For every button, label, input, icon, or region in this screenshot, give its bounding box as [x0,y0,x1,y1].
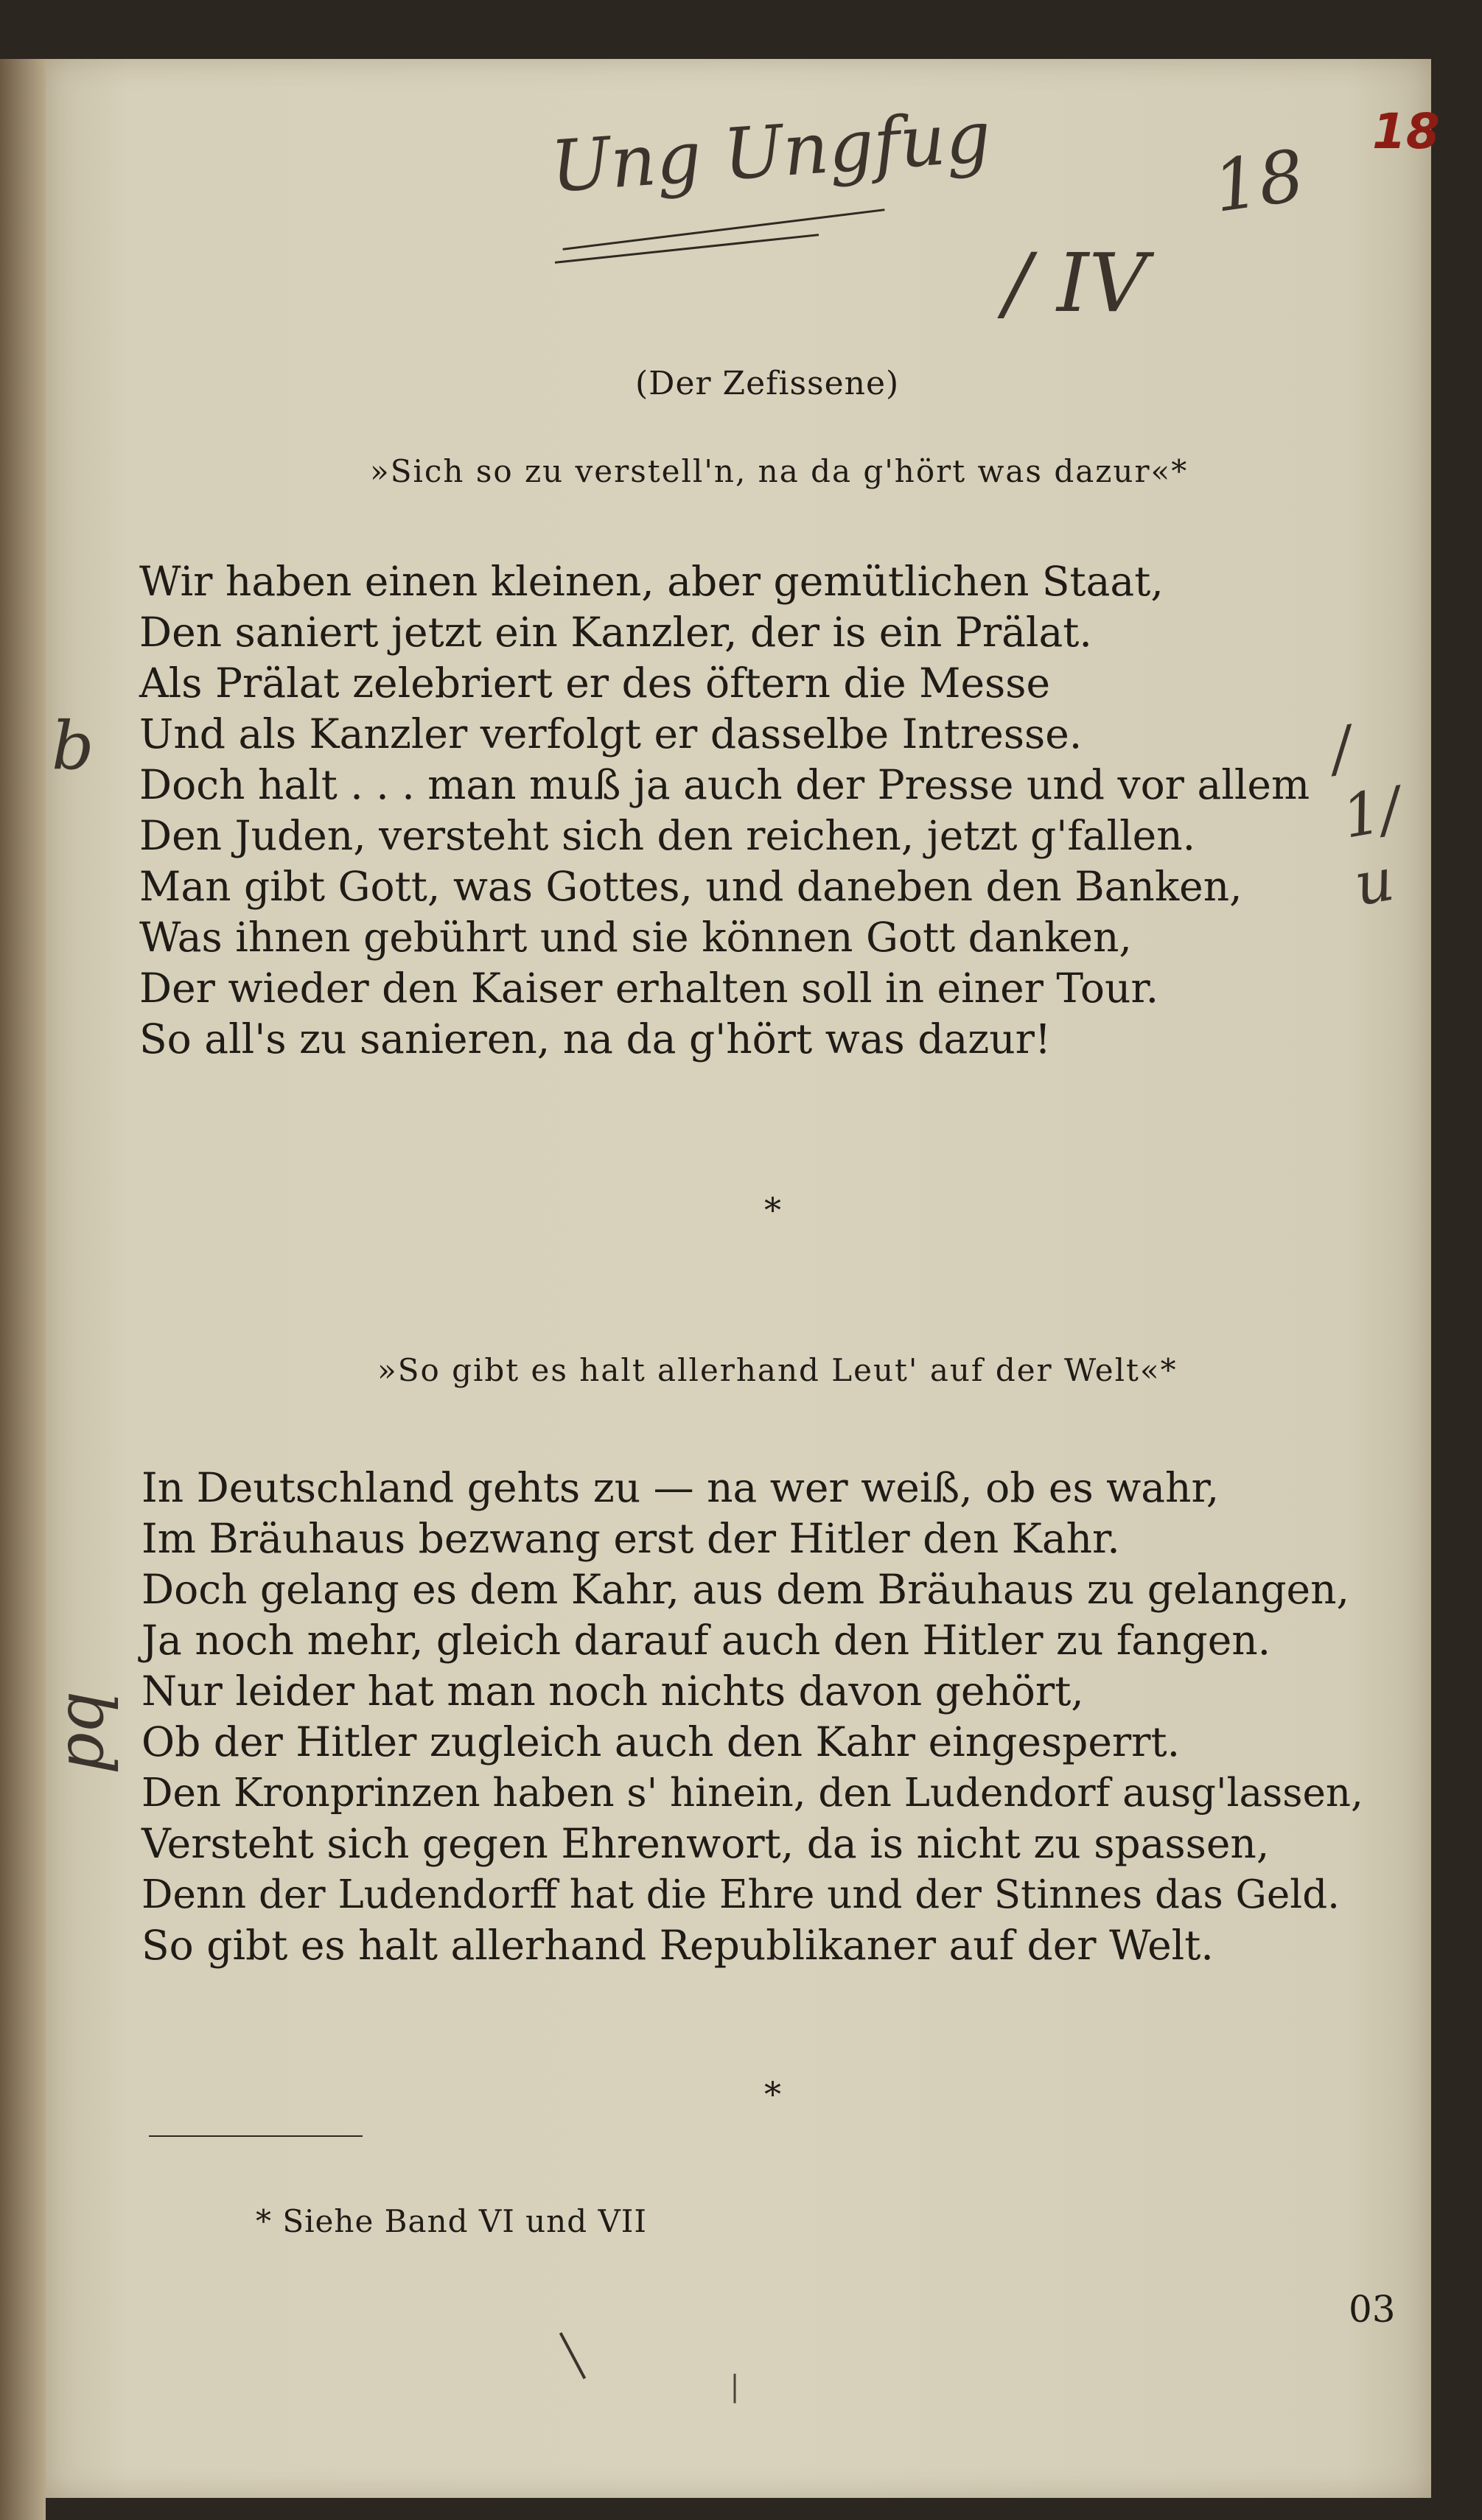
poem-line: Und als Kanzler verfolgt er dasselbe Intresse. [139,710,1083,757]
section-separator: * [764,2074,781,2114]
note-underline-2 [555,234,819,264]
poem-line: Im Bräuhaus bezwang erst der Hitler den Kahr. [141,1515,1120,1562]
book-binding-edge [0,59,46,2520]
top-handwritten-note: Ung Ungfug [548,95,993,209]
poem-line: Den Juden, versteht sich den reichen, jetzt g'fallen. [139,812,1196,859]
poem-line: Den Kronprinzen haben s' hinein, den Ludendorf ausg'lassen, [141,1771,1363,1816]
poem-line: Versteht sich gegen Ehrenwort, da is nicht zu spassen, [141,1820,1270,1867]
left-margin-mark-top: b [52,707,94,785]
poem-line: So gibt es halt allerhand Republikaner auf der Welt. [141,1922,1214,1969]
section1-epigraph: »Sich so zu verstell'n, na da g'hört was dazur«* [370,453,1189,489]
left-margin-mark-bottom: bd [52,1691,129,1774]
poem-line: Denn der Ludendorff hat die Ehre und der Stinnes das Geld. [141,1872,1340,1917]
poem-line: In Deutschland gehts zu — na wer weiß, ob es wahr, [141,1464,1220,1511]
pencil-page-number: 18 [1208,134,1310,228]
poem-line: So all's zu sanieren, na da g'hört was dazur! [139,1015,1052,1063]
poem-line: Doch halt . . . man muß ja auch der Presse und vor allem [139,761,1310,808]
poem-line: Nur leider hat man noch nichts davon gehört, [141,1667,1084,1715]
book-page [46,59,1440,2498]
poem-line: Was ihnen gebührt und sie können Gott danken, [139,914,1132,961]
poem-line: Wir haben einen kleinen, aber gemütlichen Staat, [139,558,1164,605]
section2-epigraph: »So gibt es halt allerhand Leut' auf der Welt«* [377,1352,1178,1388]
pencil-stroke [559,2332,586,2379]
poem-line: Der wieder den Kaiser erhalten soll in einer Tour. [139,965,1159,1012]
footnote: * Siehe Band VI und VII [256,2203,647,2239]
section1-poem [139,556,1310,1065]
red-page-number: 18 [1372,103,1440,160]
section-separator: * [764,1190,781,1230]
poem-line: Den saniert jetzt ein Kanzler, der is ein Prälat. [139,609,1092,656]
section1-header: (Der Zefissene) [635,365,900,402]
section2-poem [141,1463,1363,1971]
footnote-rule [149,2135,363,2137]
poem-line: Als Prälat zelebriert er des öftern die Messe [139,659,1051,707]
poem-line: Ob der Hitler zugleich auch den Kahr eingesperrt. [141,1718,1181,1765]
folio-number: 03 [1349,2288,1396,2331]
right-margin-mark: / 1/ u [1325,713,1406,920]
poem-line: Doch gelang es dem Kahr, aus dem Bräuhaus zu gelangen, [141,1566,1350,1613]
header-margin-mark: / IV [1004,236,1147,330]
pencil-stroke [734,2374,736,2404]
poem-line: Ja noch mehr, gleich darauf auch den Hitler zu fangen. [141,1617,1271,1664]
poem-line: Man gibt Gott, was Gottes, und daneben den Banken, [139,863,1242,910]
